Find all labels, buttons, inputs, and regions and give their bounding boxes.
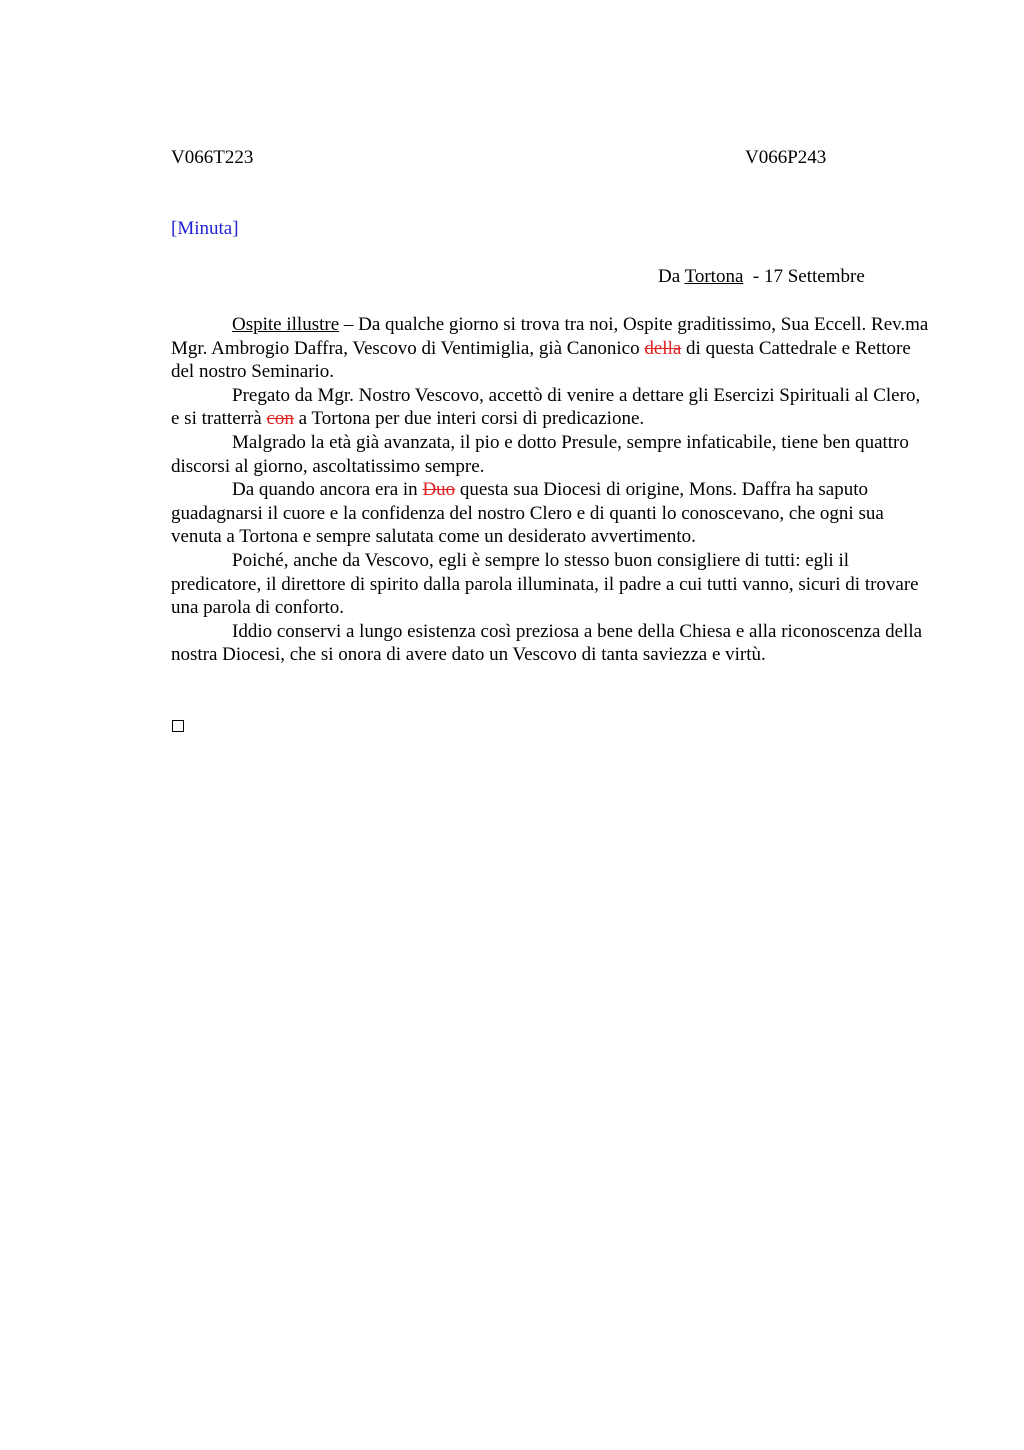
paragraph-6: Iddio conservi a lungo esistenza così preziosa a bene della Chiesa e alla riconoscenza della nostra Diocesi, che si onora di avere dato un Vescovo di tanta saviezza e virtù. — [171, 620, 923, 666]
paragraph-3: Malgrado la età già avanzata, il pio e dotto Presule, sempre infaticabile, tiene ben quattro discorsi al giorno, ascoltatissimo sempre. — [171, 431, 909, 477]
paragraph-2-text-b: a Tortona per due interi corsi di predicazione. — [293, 408, 645, 430]
paragraph-4 — [171, 478, 931, 549]
dateline-date: - 17 Settembre — [743, 266, 865, 287]
document-code-right: V066P243 — [745, 147, 827, 168]
deleted-word: con — [266, 408, 294, 430]
paragraph-4-text-b: questa sua Diocesi di origine, Mons. Daffra ha saputo guadagnarsi il cuore e la confidenza del nostro Clero e di quanti lo conoscevano, che ogni sua venuta a Tortona e sempre salutata come un desiderato avvertimento. — [171, 479, 884, 548]
paragraph-4-text-a: Da quando ancora era in — [232, 479, 423, 501]
deleted-word: della — [644, 337, 682, 359]
paragraph-1 — [171, 313, 931, 384]
deleted-word: Duo — [422, 479, 456, 501]
empty-square-icon — [172, 720, 184, 732]
paragraph-2-text-a: Pregato da Mgr. Nostro Vescovo, accettò di venire a dettare gli Esercizi Spirituali al Clero, e si tratterrà — [171, 384, 921, 430]
dateline — [658, 266, 865, 288]
paragraph-2 — [171, 384, 931, 431]
document-code-left: V066T223 — [171, 147, 254, 168]
paragraph-5: Poiché, anche da Vescovo, egli è sempre lo stesso buon consigliere di tutti: egli il predicatore, il direttore di spirito dalla parola illuminata, il padre a cui tutti vanno, sicuri di trovare una parola di conforto. — [171, 549, 919, 619]
article-body — [171, 313, 931, 667]
paragraph-1-text-a: – Da qualche giorno si trova tra noi, Ospite graditissimo, Sua Eccell. Rev.ma Mgr. Ambrogio Daffra, Vescovo di Ventimiglia, già Canonico — [171, 314, 929, 359]
article-title: Ospite illustre — [232, 314, 340, 335]
minuta-label: [Minuta] — [171, 218, 239, 239]
dateline-prefix: Da — [658, 266, 685, 287]
paragraph-1-text-b: di questa Cattedrale e Rettore del nostro Seminario. — [171, 337, 911, 383]
dateline-place: Tortona — [684, 266, 744, 287]
